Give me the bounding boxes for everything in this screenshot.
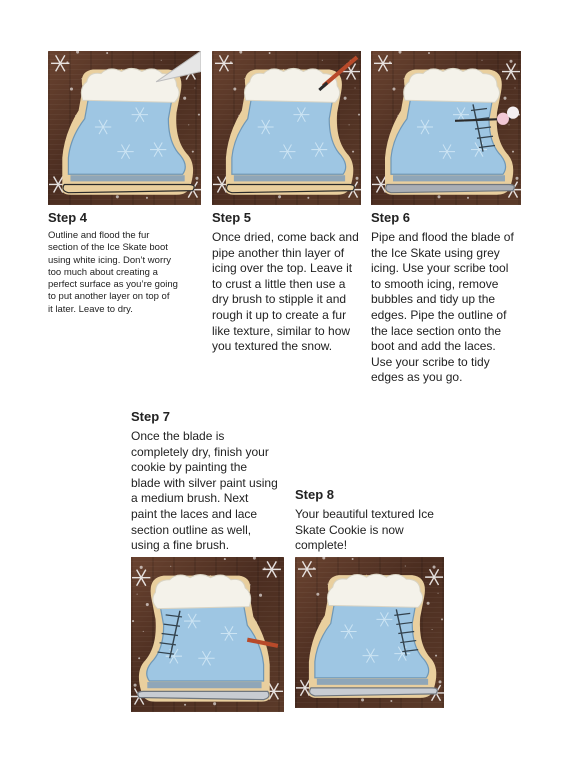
step-7-line: a medium brush. Next [131, 491, 249, 506]
step-8-title: Step 8 [295, 487, 335, 502]
step-4-line: perfect surface as you’re going [48, 279, 178, 291]
step-6-line: the Ice Skate using grey [371, 245, 500, 260]
step-5-text [212, 230, 370, 355]
step-8-photo [295, 557, 444, 708]
cookie-illustration [48, 51, 201, 205]
step-5-line: to crust a little then use a [212, 276, 346, 291]
step-4-text [48, 230, 208, 316]
step-5-line: like texture, similar to how [212, 323, 351, 338]
cookie-illustration [295, 557, 444, 708]
step-6-text [371, 230, 531, 386]
step-4-photo [48, 51, 201, 205]
step-7-line: using a fine brush. [131, 538, 230, 553]
step-4-line: Outline and flood the fur [48, 230, 150, 241]
step-7-line: section outline as well, [131, 522, 252, 537]
step-8-line: Your beautiful textured Ice [295, 507, 434, 521]
cookie-illustration [131, 557, 284, 712]
step-5-title: Step 5 [212, 210, 252, 225]
step-4-line: too much about creating a [48, 266, 158, 278]
step-7-line: paint the laces and lace [131, 506, 258, 521]
step-7-line: blade with silver paint using [131, 475, 278, 490]
step-8-text [295, 507, 455, 554]
step-6-line: boot and add the laces. [371, 339, 496, 354]
step-4-title: Step 4 [48, 210, 88, 225]
step-4-line: using white icing. Don’t worry [48, 254, 172, 266]
step-4-line: it later. Leave to dry. [48, 303, 133, 315]
step-8-line: Skate Cookie is now [295, 522, 404, 537]
step-7-line: completely dry, finish your [131, 444, 269, 459]
step-5-line: icing over the top. Leave it [212, 261, 353, 276]
step-6-title: Step 6 [371, 210, 411, 225]
step-5-line: rough it up to create a fur [212, 307, 347, 322]
step-6-line: Pipe and flood the blade of [371, 230, 514, 244]
step-6-line: edges as you go. [371, 370, 463, 385]
step-5-line: you textured the snow. [212, 339, 333, 354]
step-4-line: to put another layer on top of [48, 291, 170, 303]
step-6-photo [371, 51, 521, 205]
step-7-line: Once the blade is [131, 429, 225, 443]
step-6-line: Use your scribe to tidy [371, 354, 490, 369]
step-8-line: complete! [295, 538, 348, 553]
step-5-photo [212, 51, 361, 205]
step-6-line: to smooth icing, remove [371, 276, 499, 291]
step-6-line: the lace section onto the [371, 323, 502, 338]
step-5-line: dry brush to stipple it and [212, 292, 347, 307]
step-7-text [131, 429, 291, 554]
cookie-illustration [371, 51, 521, 205]
step-7-title: Step 7 [131, 409, 171, 424]
cookie-illustration [212, 51, 361, 205]
step-6-line: edges. Pipe the outline of [371, 307, 507, 322]
step-5-line: pipe another thin layer of [212, 245, 345, 260]
step-7-line: cookie by painting the [131, 460, 248, 475]
step-4-line: section of the Ice Skate boot [48, 242, 168, 254]
step-7-photo [131, 557, 284, 712]
step-5-line: Once dried, come back and [212, 230, 359, 244]
step-6-line: icing. Use your scribe tool [371, 261, 509, 276]
step-6-line: bubbles and tidy up the [371, 292, 496, 307]
